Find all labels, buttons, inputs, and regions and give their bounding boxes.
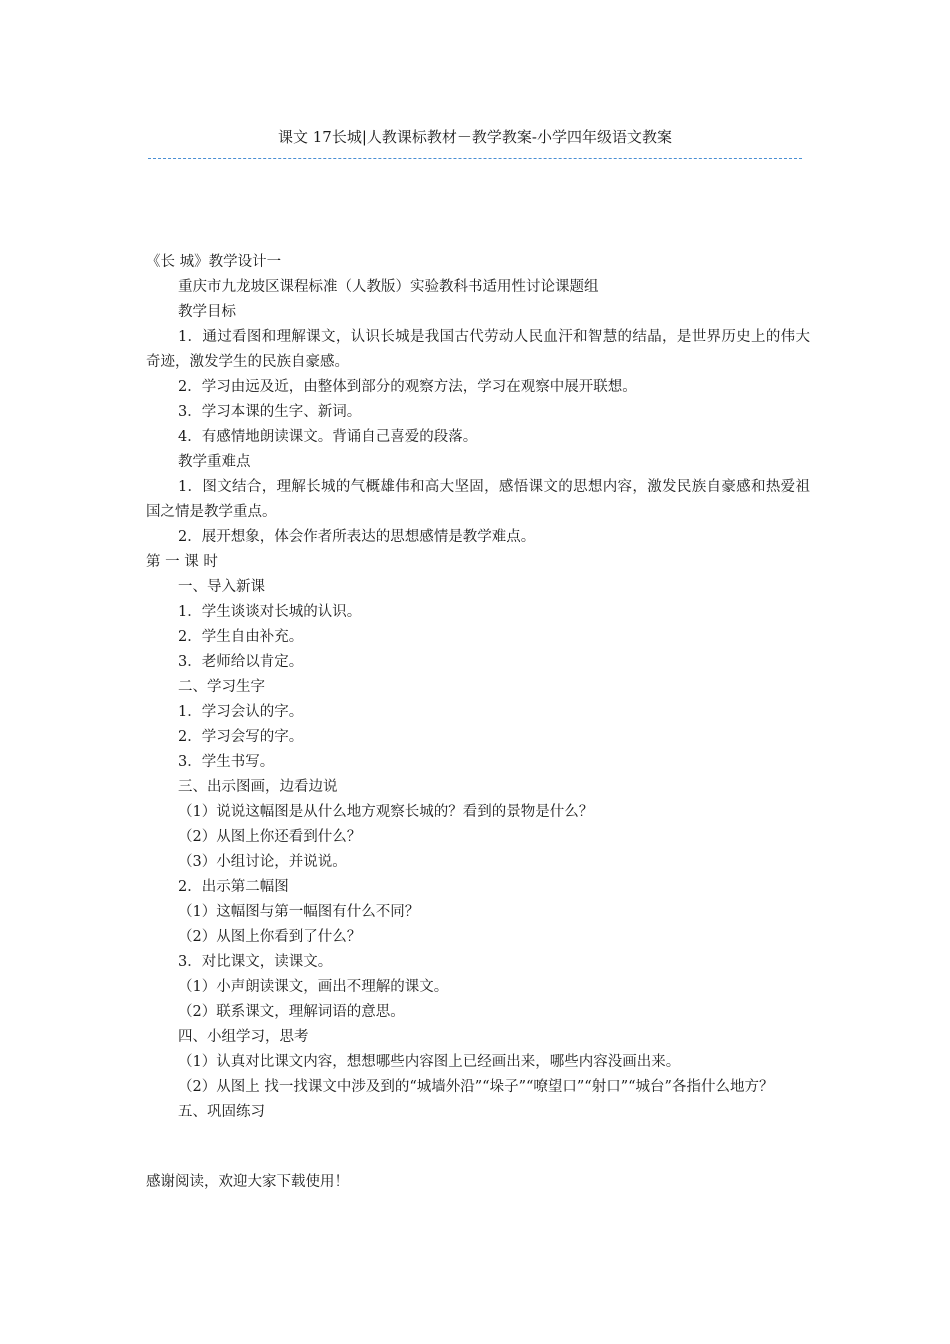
section-title: 四、小组学习，思考 [178,1029,309,1045]
goal-item: 3．学习本课的生字、新词。 [178,404,362,420]
list-item: 1．学生谈谈对长城的认识。 [178,604,362,620]
list-item: 3．对比课文，读课文。 [178,954,333,970]
list-item: （3）小组讨论，并说说。 [178,854,347,870]
list-item: （1）这幅图与第一幅图有什么不同？ [178,904,420,920]
list-item: 2．出示第二幅图 [178,879,289,895]
list-item: （2）联系课文，理解词语的意思。 [178,1004,405,1020]
list-item: （1）认真对比课文内容，想想哪些内容图上已经画出来，哪些内容没画出来。 [178,1054,681,1070]
section-title: 三、出示图画，边看边说 [178,779,338,795]
list-item: （1）小声朗读课文，画出不理解的课文。 [178,979,449,995]
list-item: （2）从图上你还看到什么？ [178,829,362,845]
section-title: 二、学习生字 [178,679,265,695]
list-item: 2．学生自由补充。 [178,629,304,645]
key-point-item: 1．图文结合，理解长城的气概雄伟和高大坚固，感悟课文的思想内容，激发民族自豪感和热爱祖国之情是教学重点。 [146,479,810,520]
list-item: （1）说说这幅图是从什么地方观察长城的？看到的景物是什么？ [178,804,594,820]
goal-item: 1．通过看图和理解课文，认识长城是我国古代劳动人民血汗和智慧的结晶，是世界历史上的伟大奇迹，激发学生的民族自豪感。 [146,329,810,370]
page-header-title: 课文 17长城|人教课标教材－教学教案-小学四年级语文教案 [278,128,672,146]
footer-note: 感谢阅读，欢迎大家下载使用！ [146,1174,349,1190]
key-point-item: 2．展开想象，体会作者所表达的思想感情是教学难点。 [178,529,536,545]
list-item: 1．学习会认的字。 [178,704,304,720]
header-divider [148,158,802,159]
doc-heading: 《长 城》教学设计一 [146,254,282,270]
list-item: （2）从图上 找一找课文中涉及到的“城墙外沿”“垛子”“嘹望口”“射口”“城台”各指什么地方？ [178,1079,774,1095]
list-item: （2）从图上你看到了什么？ [178,929,362,945]
lesson-title: 第 一 课 时 [146,554,218,570]
goals-title: 教学目标 [178,304,236,320]
list-item: 3．学生书写。 [178,754,275,770]
section-title: 五、巩固练习 [178,1104,265,1120]
document-body [146,250,810,1125]
list-item: 2．学习会写的字。 [178,729,304,745]
goal-item: 4．有感情地朗读课文。背诵自己喜爱的段落。 [178,429,478,445]
key-points-title: 教学重难点 [178,454,251,470]
section-title: 一、导入新课 [178,579,265,595]
list-item: 3．老师给以肯定。 [178,654,304,670]
goal-item: 2．学习由远及近，由整体到部分的观察方法，学习在观察中展开联想。 [178,379,637,395]
doc-org: 重庆市九龙坡区课程标准（人教版）实验教科书适用性讨论课题组 [178,279,599,295]
